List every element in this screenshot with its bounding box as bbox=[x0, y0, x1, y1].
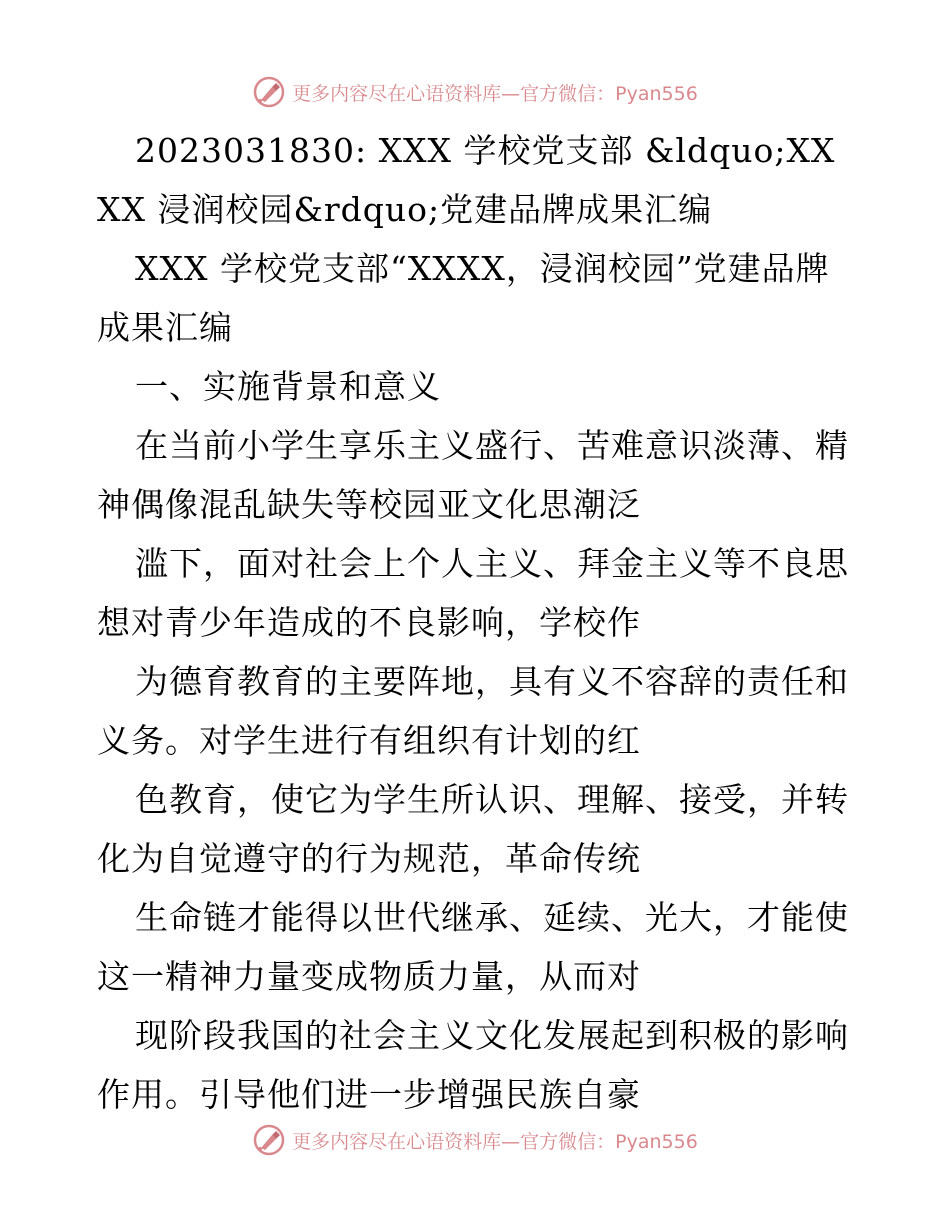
header-watermark bbox=[0, 72, 950, 112]
watermark-text: 更多内容尽在心语资料库—官方微信：Pyan556 bbox=[292, 1130, 698, 1153]
body-paragraph: 为德育教育的主要阵地，具有义不容辞的责任和义务。对学生进行有组织有计划的红 bbox=[97, 662, 849, 760]
body-paragraph: 生命链才能得以世代继承、延续、光大，才能使这一精神力量变成物质力量，从而对 bbox=[97, 898, 849, 996]
footer-watermark bbox=[0, 1120, 950, 1160]
body-paragraph: 滥下，面对社会上个人主义、拜金主义等不良思想对青少年造成的不良影响，学校作 bbox=[97, 544, 849, 642]
body-paragraph: 现阶段我国的社会主义文化发展起到积极的影响作用。引导他们进一步增强民族自豪 bbox=[97, 1016, 849, 1114]
body-paragraph: 色教育，使它为学生所认识、理解、接受，并转化为自觉遵守的行为规范，革命传统 bbox=[97, 780, 849, 878]
document-subtitle: XXX 学校党支部“XXXX，浸润校园”党建品牌成果汇编 bbox=[97, 249, 830, 347]
body-paragraph: 在当前小学生享乐主义盛行、苦难意识淡薄、精神偶像混乱缺失等校园亚文化思潮泛 bbox=[97, 426, 849, 524]
section-heading: 一、实施背景和意义 bbox=[135, 367, 441, 406]
watermark-text: 更多内容尽在心语资料库—官方微信：Pyan556 bbox=[292, 82, 698, 105]
document-title: 2023031830: XXX 学校党支部 &ldquo;XXXX 浸润校园&rdquo;党建品牌成果汇编 bbox=[97, 131, 836, 229]
document-body bbox=[97, 121, 853, 1124]
pen-nib-logo-icon bbox=[252, 1123, 286, 1157]
pen-nib-logo-icon bbox=[252, 75, 286, 109]
